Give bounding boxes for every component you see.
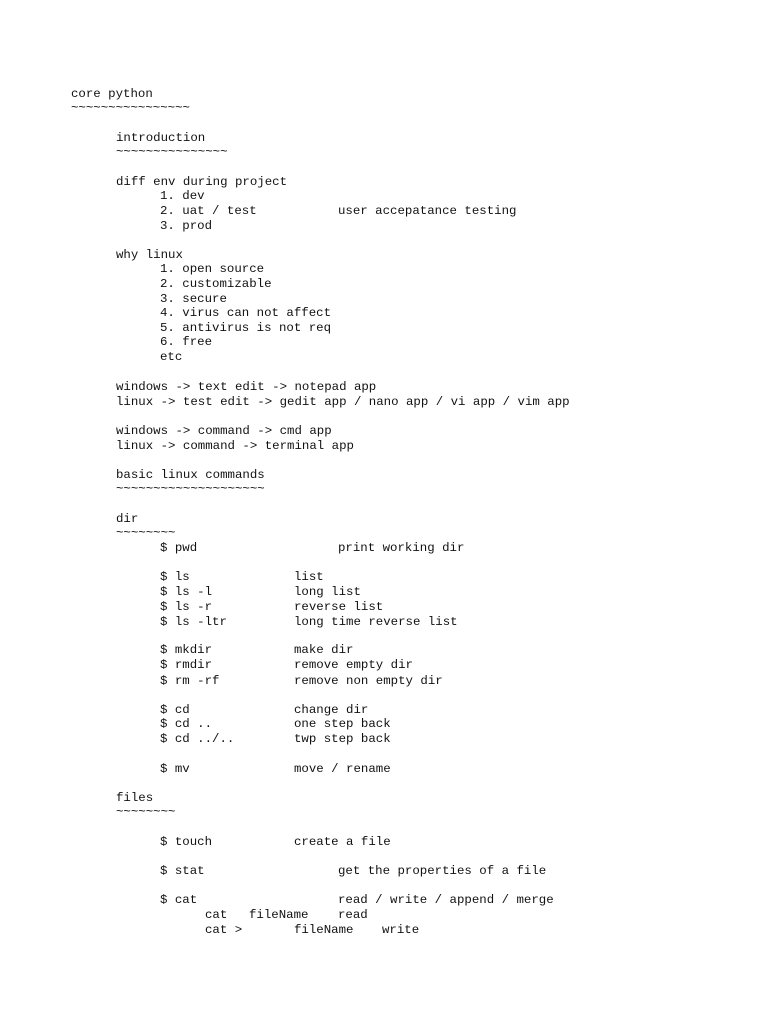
heading: files [116,791,154,805]
description: move / rename [294,762,391,776]
heading: core python [71,87,153,101]
argument: fileName [294,923,354,937]
command: $ cat [160,893,198,907]
list-item: 1. dev [160,189,205,203]
note: user accepatance testing [338,204,517,218]
list-item: 2. customizable [160,277,272,291]
command: $ cd .. [160,717,213,731]
list-item: 2. uat / test [160,204,257,218]
description: remove non empty dir [294,674,443,688]
heading: basic linux commands [116,468,265,482]
text-line: linux -> test edit -> gedit app / nano app / vi app / vim app [116,395,570,409]
command: $ ls -ltr [160,615,227,629]
command: cat > [205,923,243,937]
underline: ~~~~~~~~~~~~~~~~ [71,101,190,115]
description: write [382,923,420,937]
command: $ stat [160,864,205,878]
command: $ touch [160,835,213,849]
command: $ ls -r [160,600,213,614]
list-item: 6. free [160,335,213,349]
command: $ rmdir [160,658,213,672]
description: read [338,908,368,922]
description: long list [294,585,361,599]
command: $ cd [160,703,190,717]
description: reverse list [294,600,384,614]
command: $ mv [160,762,190,776]
command: $ pwd [160,541,198,555]
command: $ ls -l [160,585,213,599]
list-item: 1. open source [160,262,265,276]
argument: fileName [249,908,309,922]
command: $ cd ../.. [160,732,235,746]
underline: ~~~~~~~~ [116,526,176,540]
description: change dir [294,703,369,717]
description: create a file [294,835,391,849]
description: long time reverse list [294,615,458,629]
text-line: windows -> command -> cmd app [116,424,332,438]
description: remove empty dir [294,658,413,672]
text-line: windows -> text edit -> notepad app [116,380,377,394]
underline: ~~~~~~~~~~~~~~~~~~~~ [116,482,265,496]
underline: ~~~~~~~~ [116,805,176,819]
command: $ mkdir [160,643,213,657]
underline: ~~~~~~~~~~~~~~~ [116,145,228,159]
heading: dir [116,512,139,526]
list-item: 3. prod [160,219,213,233]
list-item: etc [160,350,183,364]
description: print working dir [338,541,465,555]
description: list [294,570,324,584]
list-item: 5. antivirus is not req [160,321,332,335]
description: twp step back [294,732,391,746]
list-item: 4. virus can not affect [160,306,332,320]
text-line: diff env during project [116,175,288,189]
description: get the properties of a file [338,864,547,878]
description: make dir [294,643,354,657]
list-item: 3. secure [160,292,227,306]
text-line: linux -> command -> terminal app [116,439,354,453]
heading: introduction [116,131,206,145]
command: cat [205,908,228,922]
text-line: why linux [116,248,183,262]
description: read / write / append / merge [338,893,554,907]
description: one step back [294,717,391,731]
command: $ rm -rf [160,674,220,688]
command: $ ls [160,570,190,584]
